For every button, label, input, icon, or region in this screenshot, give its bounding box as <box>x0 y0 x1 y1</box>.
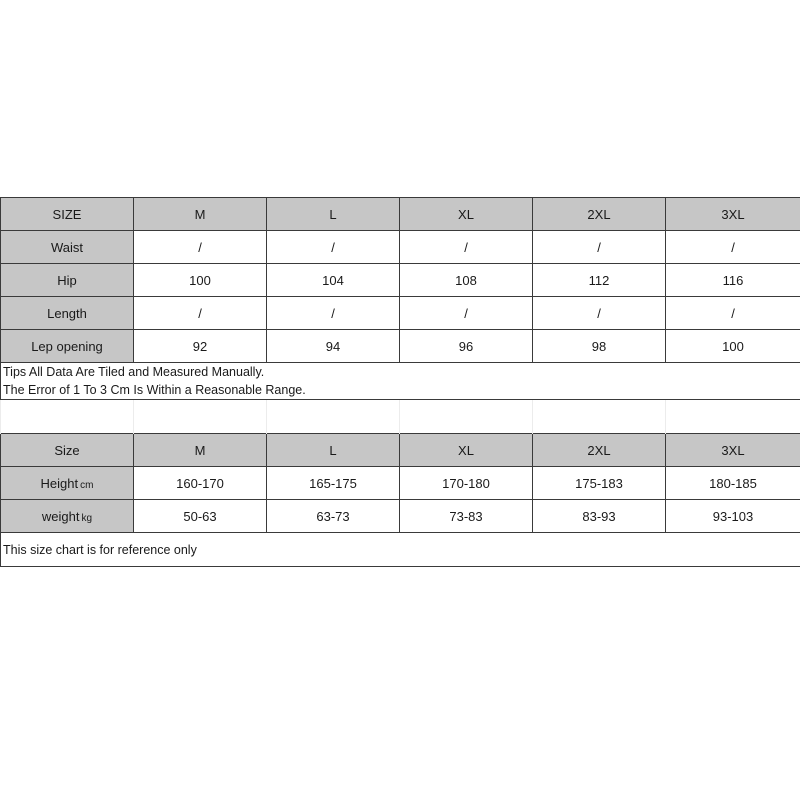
height-label: Height <box>40 475 79 491</box>
reference-note-cell <box>1 533 800 567</box>
reference-note: This size chart is for reference only <box>3 542 197 557</box>
table-row <box>1 297 800 330</box>
table2-header-size: Size <box>1 434 134 467</box>
table-cell: 73-83 <box>400 500 533 533</box>
table2-header-3xl: 3XL <box>666 434 800 467</box>
weight-label: weight <box>41 508 80 524</box>
table-cell: / <box>134 231 267 264</box>
note-line-2: The Error of 1 To 3 Cm Is Within a Reasonable Range. <box>3 383 306 397</box>
table-row <box>1 467 800 500</box>
notes-row <box>1 363 800 400</box>
row-label-weight <box>1 500 134 533</box>
spacer-row <box>1 400 800 434</box>
table-cell: / <box>267 297 400 330</box>
table-cell: / <box>267 231 400 264</box>
weight-unit: kg <box>81 512 93 524</box>
table1-header-row <box>1 198 800 231</box>
table1-header-l: L <box>267 198 400 231</box>
table-cell: 92 <box>134 330 267 363</box>
table-cell: 104 <box>267 264 400 297</box>
table2-header-2xl: 2XL <box>533 434 666 467</box>
table-cell: / <box>400 231 533 264</box>
row-label-height <box>1 467 134 500</box>
table-cell: 108 <box>400 264 533 297</box>
table-row <box>1 500 800 533</box>
reference-note-row <box>1 533 800 567</box>
table1-header-3xl: 3XL <box>666 198 800 231</box>
table2-header-xl: XL <box>400 434 533 467</box>
table-cell: 50-63 <box>134 500 267 533</box>
table-cell: 98 <box>533 330 666 363</box>
table1-header-m: M <box>134 198 267 231</box>
table-cell: 83-93 <box>533 500 666 533</box>
table-cell: / <box>666 297 800 330</box>
row-label-waist: Waist <box>1 231 134 264</box>
table-cell: 160-170 <box>134 467 267 500</box>
table-cell: / <box>533 231 666 264</box>
table-cell: 63-73 <box>267 500 400 533</box>
table-cell: 175-183 <box>533 467 666 500</box>
table2-header-l: L <box>267 434 400 467</box>
table-cell: 180-185 <box>666 467 800 500</box>
table-cell: 165-175 <box>267 467 400 500</box>
table2-header-m: M <box>134 434 267 467</box>
table-cell: / <box>400 297 533 330</box>
table-row <box>1 264 800 297</box>
table1-header-xl: XL <box>400 198 533 231</box>
table-cell: 116 <box>666 264 800 297</box>
table-cell: 100 <box>666 330 800 363</box>
table-cell: / <box>666 231 800 264</box>
table-cell: 96 <box>400 330 533 363</box>
table2-header-row <box>1 434 800 467</box>
table-cell: 112 <box>533 264 666 297</box>
table-cell: / <box>533 297 666 330</box>
row-label-hip: Hip <box>1 264 134 297</box>
table-row <box>1 231 800 264</box>
table-cell: 170-180 <box>400 467 533 500</box>
size-table <box>0 197 800 567</box>
notes-cell <box>1 363 800 400</box>
table1-header-2xl: 2XL <box>533 198 666 231</box>
row-label-lep-opening: Lep opening <box>1 330 134 363</box>
table1-header-size: SIZE <box>1 198 134 231</box>
note-line-1: Tips All Data Are Tiled and Measured Manually. <box>3 365 265 379</box>
height-unit: cm <box>80 479 94 491</box>
table-cell: 94 <box>267 330 400 363</box>
table-cell: / <box>134 297 267 330</box>
size-chart <box>0 197 800 567</box>
row-label-length: Length <box>1 297 134 330</box>
table-cell: 100 <box>134 264 267 297</box>
table-row <box>1 330 800 363</box>
table-cell: 93-103 <box>666 500 800 533</box>
